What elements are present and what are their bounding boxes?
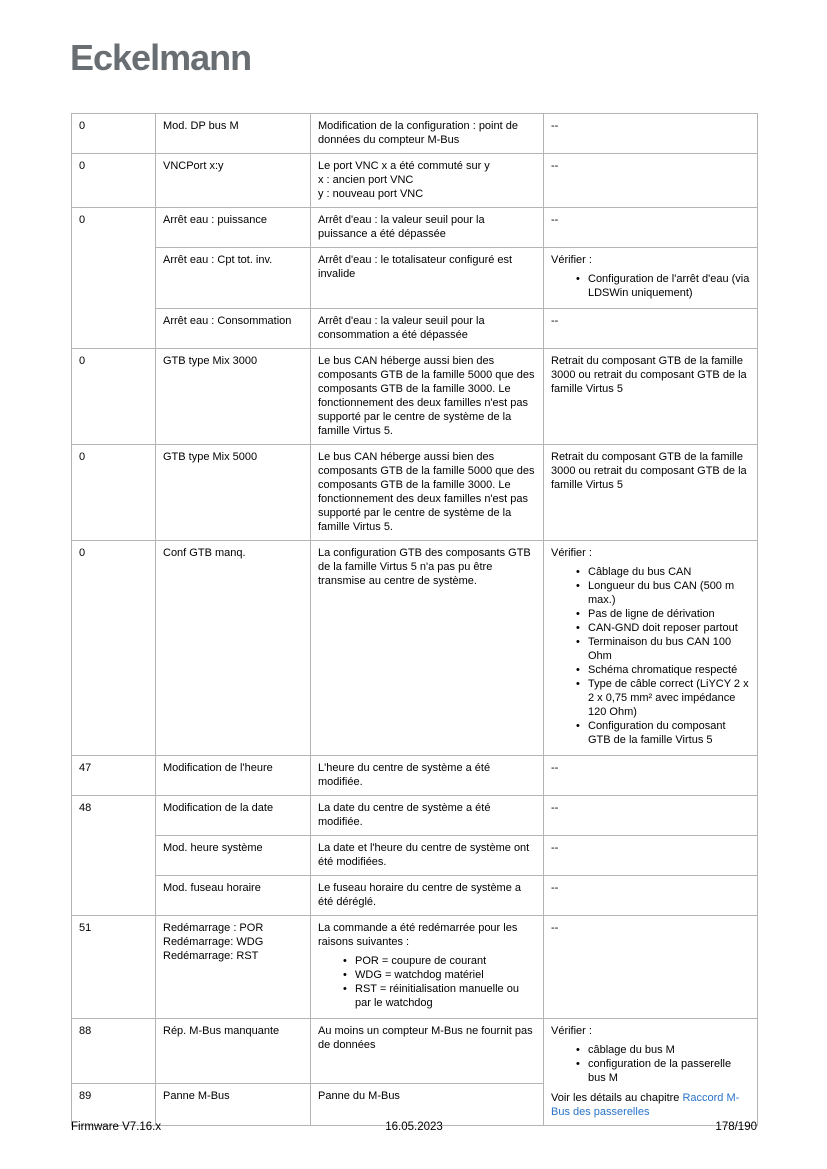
cell-description (311, 248, 544, 309)
cell-description (311, 916, 544, 1019)
cell-text: Retrait du composant GTB de la famille 3000 ou retrait du composant GTB de la famille Virtus 5 (551, 355, 747, 395)
cell-remedy (544, 154, 758, 208)
table-row (72, 309, 758, 349)
bullet-item: • Schéma chromatique respecté (575, 663, 750, 677)
cell-code (72, 796, 156, 916)
cell-name (156, 114, 311, 154)
cell-text: Arrêt d'eau : le totalisateur configuré est invalide (318, 254, 513, 280)
cell-text: Le port VNC x a été commuté sur y x : ancien port VNC y : nouveau port VNC (318, 160, 490, 200)
cell-name (156, 541, 311, 756)
bullet-item: • Type de câble correct (LiYCY 2 x 2 x 0,75 mm² avec impédance 120 Ohm) (575, 677, 750, 719)
cell-text: -- (551, 120, 559, 132)
bullet-item: • RST = réinitialisation manuelle ou par le watchdog (342, 982, 536, 1010)
cell-text: Mod. heure système (163, 842, 263, 854)
cell-remedy (544, 916, 758, 1019)
cell-name (156, 445, 311, 541)
bullet-item: • Longueur du bus CAN (500 m max.) (575, 579, 750, 607)
cell-text: 48 (79, 802, 92, 814)
cell-text: -- (551, 214, 559, 226)
cell-text: Arrêt d'eau : la valeur seuil pour la consommation a été dépassée (318, 315, 485, 341)
cell-description (311, 309, 544, 349)
cell-description (311, 154, 544, 208)
cell-name (156, 1019, 311, 1084)
table-row (72, 1019, 758, 1084)
table-row (72, 756, 758, 796)
cell-name (156, 796, 311, 836)
cell-text: 51 (79, 922, 92, 934)
bullet-list (551, 565, 750, 747)
cell-code (72, 1083, 156, 1125)
cell-text: -- (551, 882, 559, 894)
cell-remedy (544, 114, 758, 154)
table-row (72, 208, 758, 248)
cell-text: Panne du M-Bus (318, 1089, 400, 1102)
bullet-list (551, 272, 750, 300)
bullet-item: • POR = coupure de courant (342, 954, 536, 968)
cell-name (156, 248, 311, 309)
cell-text: 0 (79, 547, 86, 559)
cell-remedy (544, 876, 758, 916)
cell-text: Modification de la configuration : point de données du compteur M-Bus (318, 120, 518, 146)
cell-name (156, 916, 311, 1019)
footer-firmware-version: Firmware V7.16.x (71, 1121, 162, 1133)
cell-code (72, 756, 156, 796)
cell-text: Mod. fuseau horaire (163, 882, 261, 894)
table-row (72, 154, 758, 208)
cell-code (72, 445, 156, 541)
cell-code (72, 349, 156, 445)
cell-text: 47 (79, 762, 92, 774)
bullet-item: • Configuration de l'arrêt d'eau (via LDSWin uniquement) (575, 272, 750, 300)
cell-text: Panne M-Bus (163, 1089, 230, 1102)
cell-code (72, 154, 156, 208)
cell-text: Arrêt eau : Consommation (163, 315, 292, 327)
cell-text: Rép. M-Bus manquante (163, 1025, 280, 1037)
cell-remedy (544, 208, 758, 248)
bullet-item: • Câblage du bus CAN (575, 565, 750, 579)
cell-description (311, 836, 544, 876)
cell-code (72, 916, 156, 1019)
table-row (72, 248, 758, 309)
cell-name (156, 756, 311, 796)
footer-date: 16.05.2023 (385, 1121, 443, 1133)
chapter-cross-reference-link[interactable]: Raccord M-Bus des passerelles (551, 1092, 740, 1118)
cell-text: Conf GTB manq. (163, 547, 246, 559)
cell-name (156, 836, 311, 876)
cell-text: Modification de l'heure (163, 762, 273, 774)
cell-text: La configuration GTB des composants GTB de la famille Virtus 5 n'a pas pu être transmise au centre de système. (318, 547, 531, 587)
cell-text: Au moins un compteur M-Bus ne fournit pas de données (318, 1025, 533, 1051)
cell-description (311, 541, 544, 756)
cell-description (311, 114, 544, 154)
eckelmann-logo: Eckelmann (70, 37, 252, 78)
cell-text: Vérifier : (551, 1025, 592, 1037)
cell-text: GTB type Mix 5000 (163, 451, 258, 463)
cell-code (72, 1019, 156, 1084)
cell-text: 0 (79, 451, 86, 463)
cell-description (311, 1083, 544, 1125)
bullet-item: • configuration de la passerelle bus M (575, 1057, 750, 1085)
bullet-item: • câblage du bus M (575, 1043, 750, 1057)
cell-text: 88 (79, 1025, 92, 1037)
footer-page-number: 178/190 (715, 1121, 757, 1133)
cell-remedy (544, 796, 758, 836)
cell-text: Vérifier : (551, 547, 592, 559)
cell-text: -- (551, 922, 559, 934)
bullet-item: • CAN-GND doit reposer partout (575, 621, 750, 635)
cell-remedy (544, 349, 758, 445)
cell-name (156, 154, 311, 208)
bullet-list (551, 1043, 750, 1085)
cell-text: 0 (79, 214, 86, 226)
cell-description (311, 796, 544, 836)
cell-remedy (544, 309, 758, 349)
cell-description (311, 349, 544, 445)
bullet-item: • Pas de ligne de dérivation (575, 607, 750, 621)
cell-text: -- (551, 160, 559, 172)
cell-text: La commande a été redémarrée pour les raisons suivantes : (318, 922, 518, 948)
cell-text: Le bus CAN héberge aussi bien des composants GTB de la famille 5000 que des composants GTB de la famille 3000. Le fonctionnement des deux familles n'est pas supporté par le centre de système de la famille Virtus 5. (318, 355, 535, 437)
cell-text: 89 (79, 1089, 92, 1102)
cell-name (156, 208, 311, 248)
event-code-table-body (72, 114, 758, 1126)
cell-description (311, 756, 544, 796)
table-row (72, 916, 758, 1019)
cell-text: Mod. DP bus M (163, 120, 239, 132)
cell-remedy (544, 1019, 758, 1126)
table-row (72, 836, 758, 876)
cell-text: Modification de la date (163, 802, 274, 814)
cell-remedy (544, 445, 758, 541)
cell-text-with-link: Voir les détails au chapitre Raccord M-Bus des passerelles (551, 1092, 740, 1118)
cell-text: -- (551, 802, 559, 814)
cell-name (156, 309, 311, 349)
bullet-list (318, 954, 536, 1010)
cell-name (156, 876, 311, 916)
cell-text: 0 (79, 355, 86, 367)
cell-text: GTB type Mix 3000 (163, 355, 258, 367)
cell-remedy (544, 756, 758, 796)
cell-text: -- (551, 842, 559, 854)
cell-code (72, 114, 156, 154)
cell-text: -- (551, 762, 559, 774)
cell-code (72, 208, 156, 349)
table-row (72, 876, 758, 916)
cell-text: Arrêt d'eau : la valeur seuil pour la puissance a été dépassée (318, 214, 485, 240)
cell-text: Arrêt eau : Cpt tot. inv. (163, 254, 273, 266)
cell-text: Le fuseau horaire du centre de système a été déréglé. (318, 882, 522, 908)
cell-description (311, 876, 544, 916)
cell-text: 0 (79, 120, 86, 132)
cell-name (156, 1083, 311, 1125)
cell-description (311, 445, 544, 541)
table-row (72, 114, 758, 154)
cell-description (311, 208, 544, 248)
cell-text: -- (551, 315, 559, 327)
cell-remedy (544, 541, 758, 756)
cell-text: Retrait du composant GTB de la famille 3000 ou retrait du composant GTB de la famille Virtus 5 (551, 451, 747, 491)
cell-text: Redémarrage : POR Redémarrage: WDG Redémarrage: RST (163, 922, 264, 962)
cell-text: La date du centre de système a été modifiée. (318, 802, 491, 828)
event-code-table (71, 113, 758, 1126)
cell-text: Le bus CAN héberge aussi bien des composants GTB de la famille 5000 que des composants GTB de la famille 3000. Le fonctionnement des deux familles n'est pas supporté par le centre de système de la famille Virtus 5. (318, 451, 535, 533)
cell-text: L'heure du centre de système a été modifiée. (318, 762, 491, 788)
cell-name (156, 349, 311, 445)
cell-description (311, 1019, 544, 1084)
table-row (72, 445, 758, 541)
table-row (72, 349, 758, 445)
bullet-item: • Configuration du composant GTB de la famille Virtus 5 (575, 719, 750, 747)
cell-text: Vérifier : (551, 254, 592, 266)
bullet-item: • Terminaison du bus CAN 100 Ohm (575, 635, 750, 663)
cell-code (72, 541, 156, 756)
cell-remedy (544, 836, 758, 876)
table-row (72, 541, 758, 756)
cell-text: La date et l'heure du centre de système ont été modifiées. (318, 842, 530, 868)
cell-text: 0 (79, 160, 86, 172)
table-row (72, 796, 758, 836)
cell-text: VNCPort x:y (163, 160, 224, 172)
page-footer (71, 1121, 757, 1133)
cell-remedy (544, 248, 758, 309)
bullet-item: • WDG = watchdog matériel (342, 968, 536, 982)
cell-text: Arrêt eau : puissance (163, 214, 267, 226)
